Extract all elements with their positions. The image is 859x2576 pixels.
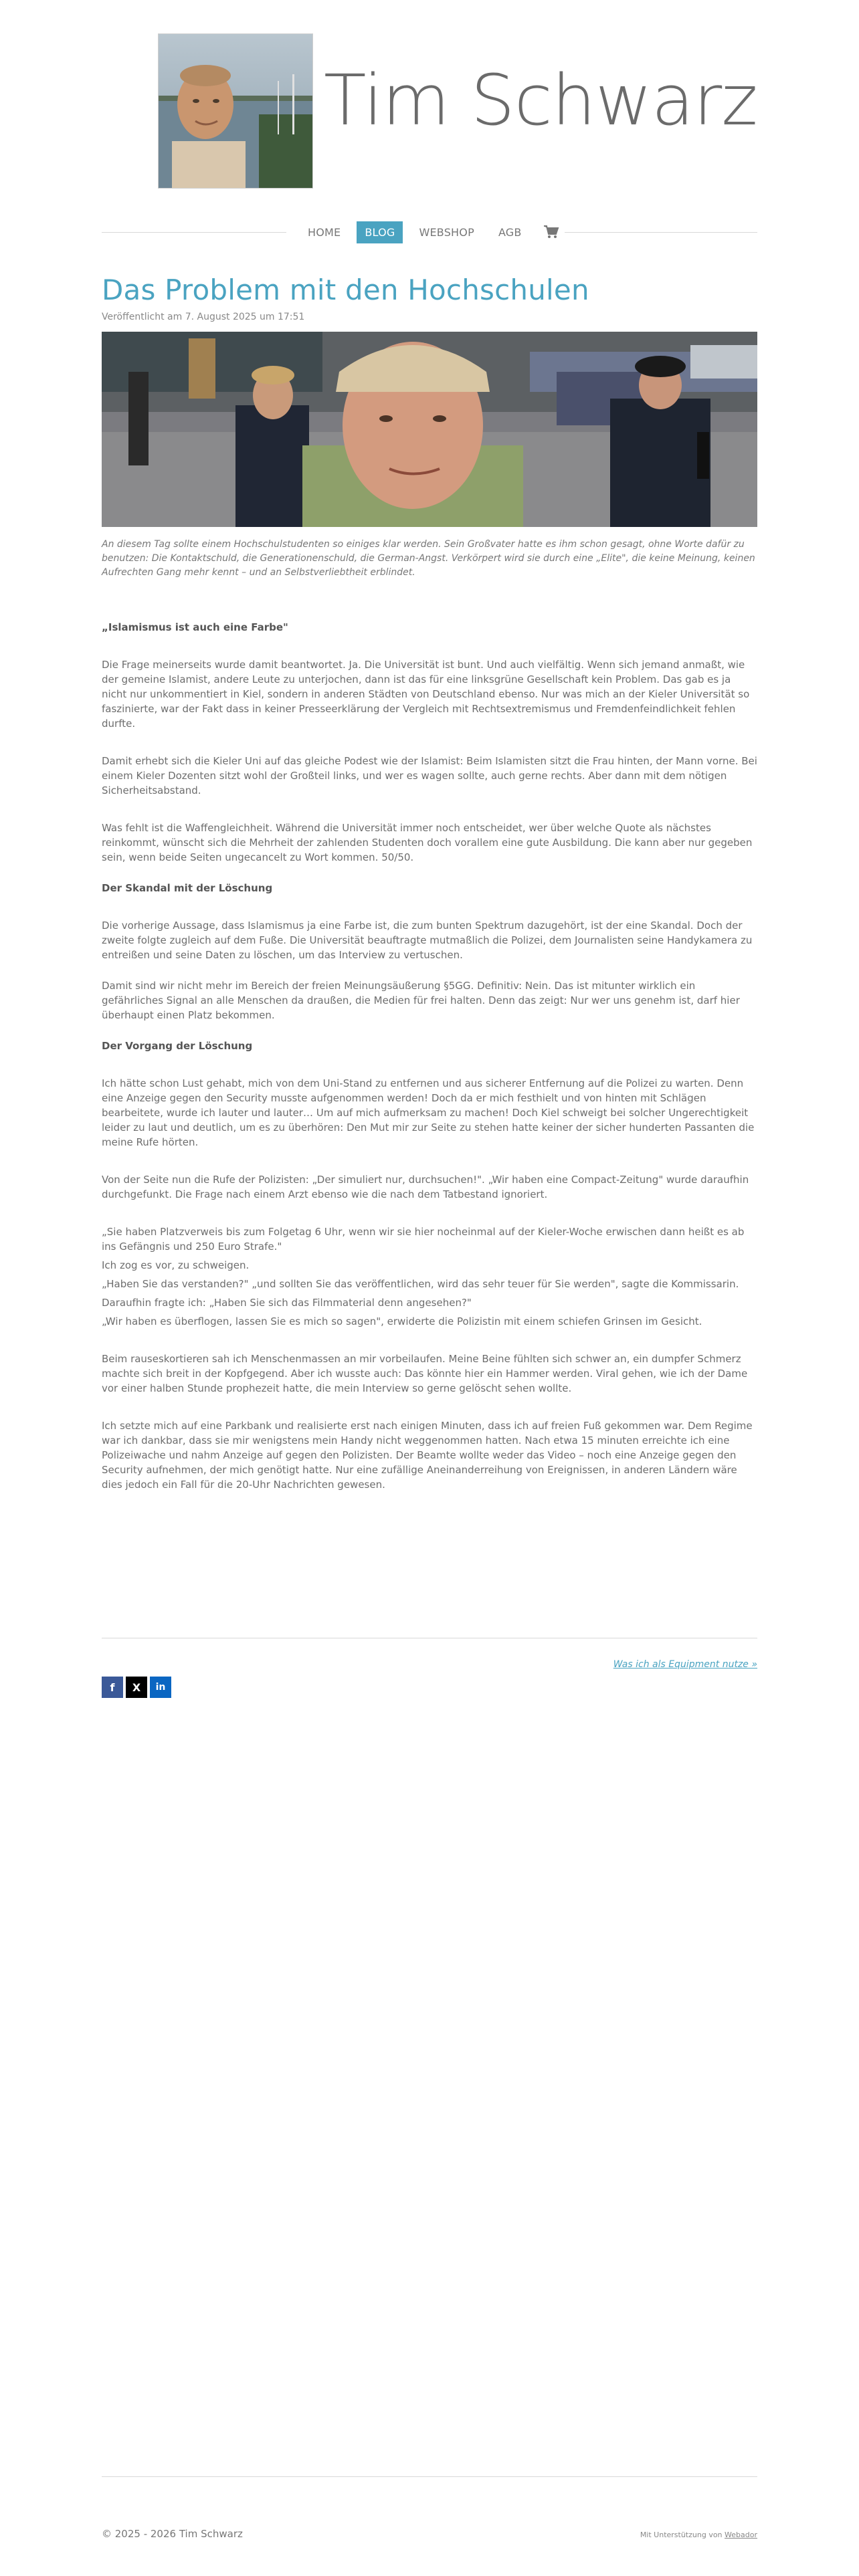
post-title: Das Problem mit den Hochschulen bbox=[102, 274, 589, 306]
post-hero-image[interactable] bbox=[102, 332, 757, 527]
paragraph: Was fehlt ist die Waffengleichheit. Während die Universität immer noch entscheidet, wer über welche Quote als nächstes reinkommt, wünscht sich die Mehrheit der zahlenden Studenten doch vorallem eine gute Ausbildung. Die kann aber nur gegeben sein, wenn beide Seiten ungecancelt zu Wort kommen. 50/50. bbox=[102, 822, 753, 864]
profile-photo-image bbox=[159, 34, 313, 189]
nav-divider-right bbox=[565, 232, 757, 233]
paragraph: „Haben Sie das verstanden?" „und sollten Sie das veröffentlichen, wird das sehr teuer für Sie werden", sagte die Kommissarin. bbox=[102, 1278, 739, 1291]
paragraph: Ich zog es vor, zu schweigen. bbox=[102, 1259, 250, 1272]
paragraph: Ich hätte schon Lust gehabt, mich von dem Uni-Stand zu entfernen und aus sicherer Entfernung auf die Polizei zu warten. Denn eine Anzeige gegen den Security musste aufgenommen werden! Doch da er mich festhielt und von hinten mit Schlägen bearbeitete, wurde ich lauter und lauter… Um auf mich aufmerksam zu machen! Doch Kiel schweigt bei solcher Ungerechtigkeit leider zu laut und deutlich, um es zu überhören: Den Mut mir zur Seite zu stehen hatte keiner der sicher hunderten Passanten die meine Rufe hörten. bbox=[102, 1077, 755, 1149]
section-heading: Der Skandal mit der Löschung bbox=[102, 882, 273, 895]
footer-divider bbox=[102, 2476, 757, 2477]
shopping-cart-icon[interactable] bbox=[543, 225, 559, 239]
post-hero-photo bbox=[102, 332, 757, 527]
paragraph: Daraufhin fragte ich: „Haben Sie sich das Filmmaterial denn angesehen?" bbox=[102, 1297, 472, 1309]
paragraph: Damit sind wir nicht mehr im Bereich der freien Meinungsäußerung §5GG. Definitiv: Nein. Das ist mitunter wirklich ein gefährliches Signal an alle Menschen da draußen, die Medien für frei halten. Denn das zeigt: Nur wer uns genehm ist, darf hier überhaupt einen Platz bekommen. bbox=[102, 980, 740, 1022]
powered-by-text: Mit Unterstützung von bbox=[640, 2531, 723, 2539]
site-header bbox=[0, 0, 859, 201]
nav-webshop[interactable]: WEBSHOP bbox=[419, 225, 474, 239]
image-caption: An diesem Tag sollte einem Hochschulstudenten so einiges klar werden. Sein Großvater hatte es ihm schon gesagt, ohne Worte dafür zu benutzen: Die Kontaktschuld, die Generationenschuld, die German-Angst. Verkörpert wird sie durch eine „Elite", die keine Meinung, keinen Aufrechten Gang mehr kennt – und an Selbstverliebtheit erblindet. bbox=[102, 539, 755, 578]
paragraph: Beim rauseskortieren sah ich Menschenmassen an mir vorbeilaufen. Meine Beine fühlten sich schwer an, ein dumpfer Schmerz machte sich breit in der Kopfgegend. Aber ich wusste auch: Das könnte hier ein Hammer werden. Viral gehen, wie ich der Dame vor einer halben Stunde prophezeit hatte, die mein Interview so gerne gelöscht sehen wollte. bbox=[102, 1353, 748, 1395]
site-title[interactable]: Tim Schwarz bbox=[324, 60, 757, 141]
facebook-share-button[interactable] bbox=[102, 1677, 123, 1698]
nav-home[interactable]: HOME bbox=[308, 225, 341, 239]
section-heading: Der Vorgang der Löschung bbox=[102, 1040, 253, 1053]
post-body bbox=[102, 620, 757, 1492]
profile-photo[interactable] bbox=[158, 33, 313, 189]
paragraph: Ich setzte mich auf eine Parkbank und realisierte erst nach einigen Minuten, dass ich auf freien Fuß gekommen war. Dem Regime war ich dankbar, dass sie mir wenigstens mein Handy nicht weggenommen hatten. Nach etwa 15 minuten erreichte ich eine Polizeiwache und nahm Anzeige auf gegen den Polizisten. Der Beamte wollte weder das Video – noch eine Anzeige gegen den Security aufnehmen, der mich genötigt hatte. Nur eine zufällige Aneinanderreihung von Ereignissen, in anderen Ländern wäre dies jedoch ein Fall für die 20-Uhr Nachrichten gewesen. bbox=[102, 1420, 753, 1491]
paragraph: Die Frage meinerseits wurde damit beantwortet. Ja. Die Universität ist bunt. Und auch vielfältig. Wenn sich jemand anmaßt, wie der gemeine Islamist, andere Leute zu unterjochen, dann ist das für eine linksgrüne Gesellschaft kein Problem. Das gab es ja nicht nur unkommentiert in Kiel, sondern in anderen Städten von Deutschland ebenso. Nur was mich an der Kieler Universität so faszinierte, war der Fakt dass in keiner Presseerklärung der Vergleich mit Rechtsextremismus und Fremdenfeindlichkeit fehlen durfte. bbox=[102, 659, 750, 730]
share-buttons bbox=[102, 1677, 171, 1698]
copyright: © 2025 - 2026 Tim Schwarz bbox=[102, 2528, 243, 2540]
powered-by bbox=[640, 2531, 757, 2539]
main-navigation bbox=[296, 221, 559, 243]
publish-date: Veröffentlicht am 7. August 2025 um 17:51 bbox=[102, 312, 305, 323]
webador-link[interactable]: Webador bbox=[725, 2531, 757, 2539]
nav-agb[interactable]: AGB bbox=[498, 225, 522, 239]
blog-post bbox=[102, 274, 757, 1492]
section-heading: „Islamismus ist auch eine Farbe" bbox=[102, 621, 288, 634]
paragraph: „Sie haben Platzverweis bis zum Folgetag 6 Uhr, wenn wir sie hier nocheinmal auf der Kieler-Woche erwischen dann heißt es ab ins Gefängnis und 250 Euro Strafe." bbox=[102, 1226, 745, 1253]
linkedin-icon: in bbox=[155, 1682, 166, 1693]
paragraph: „Wir haben es überflogen, lassen Sie es mich so sagen", erwiderte die Polizistin mit einem schiefen Grinsen im Gesicht. bbox=[102, 1315, 702, 1328]
paragraph: Von der Seite nun die Rufe der Polizisten: „Der simuliert nur, durchsuchen!". „Wir haben eine Compact-Zeitung" wurde daraufhin durchgefunkt. Die Frage nach einem Arzt ebenso wie die nach dem Tatbestand ignoriert. bbox=[102, 1174, 749, 1201]
linkedin-share-button[interactable] bbox=[150, 1677, 171, 1698]
facebook-icon: f bbox=[110, 1681, 115, 1694]
nav-blog[interactable]: BLOG bbox=[357, 221, 403, 243]
nav-divider-left bbox=[102, 232, 286, 233]
paragraph: Damit erhebt sich die Kieler Uni auf das gleiche Podest wie der Islamist: Beim Islamisten sitzt die Frau hinten, der Mann vorne. Bei einem Kieler Dozenten sitzt wohl der Großteil links, und wer es wagen sollte, auch gerne rechts. Aber dann mit dem nötigen Sicherheitsabstand. bbox=[102, 755, 757, 797]
next-post-link[interactable]: Was ich als Equipment nutze » bbox=[613, 1659, 757, 1670]
paragraph: Die vorherige Aussage, dass Islamismus ja eine Farbe ist, die zum bunten Spektrum dazugehört, ist der eine Skandal. Doch der zweite folgte zugleich auf dem Fuße. Die Universität beauftragte mutmaßlich die Polizei, dem Journalisten seine Handykamera zu entreißen und seine Daten zu löschen, um das Interview zu vertuschen. bbox=[102, 920, 753, 962]
x-share-button[interactable] bbox=[126, 1677, 147, 1698]
x-icon: X bbox=[132, 1681, 141, 1694]
